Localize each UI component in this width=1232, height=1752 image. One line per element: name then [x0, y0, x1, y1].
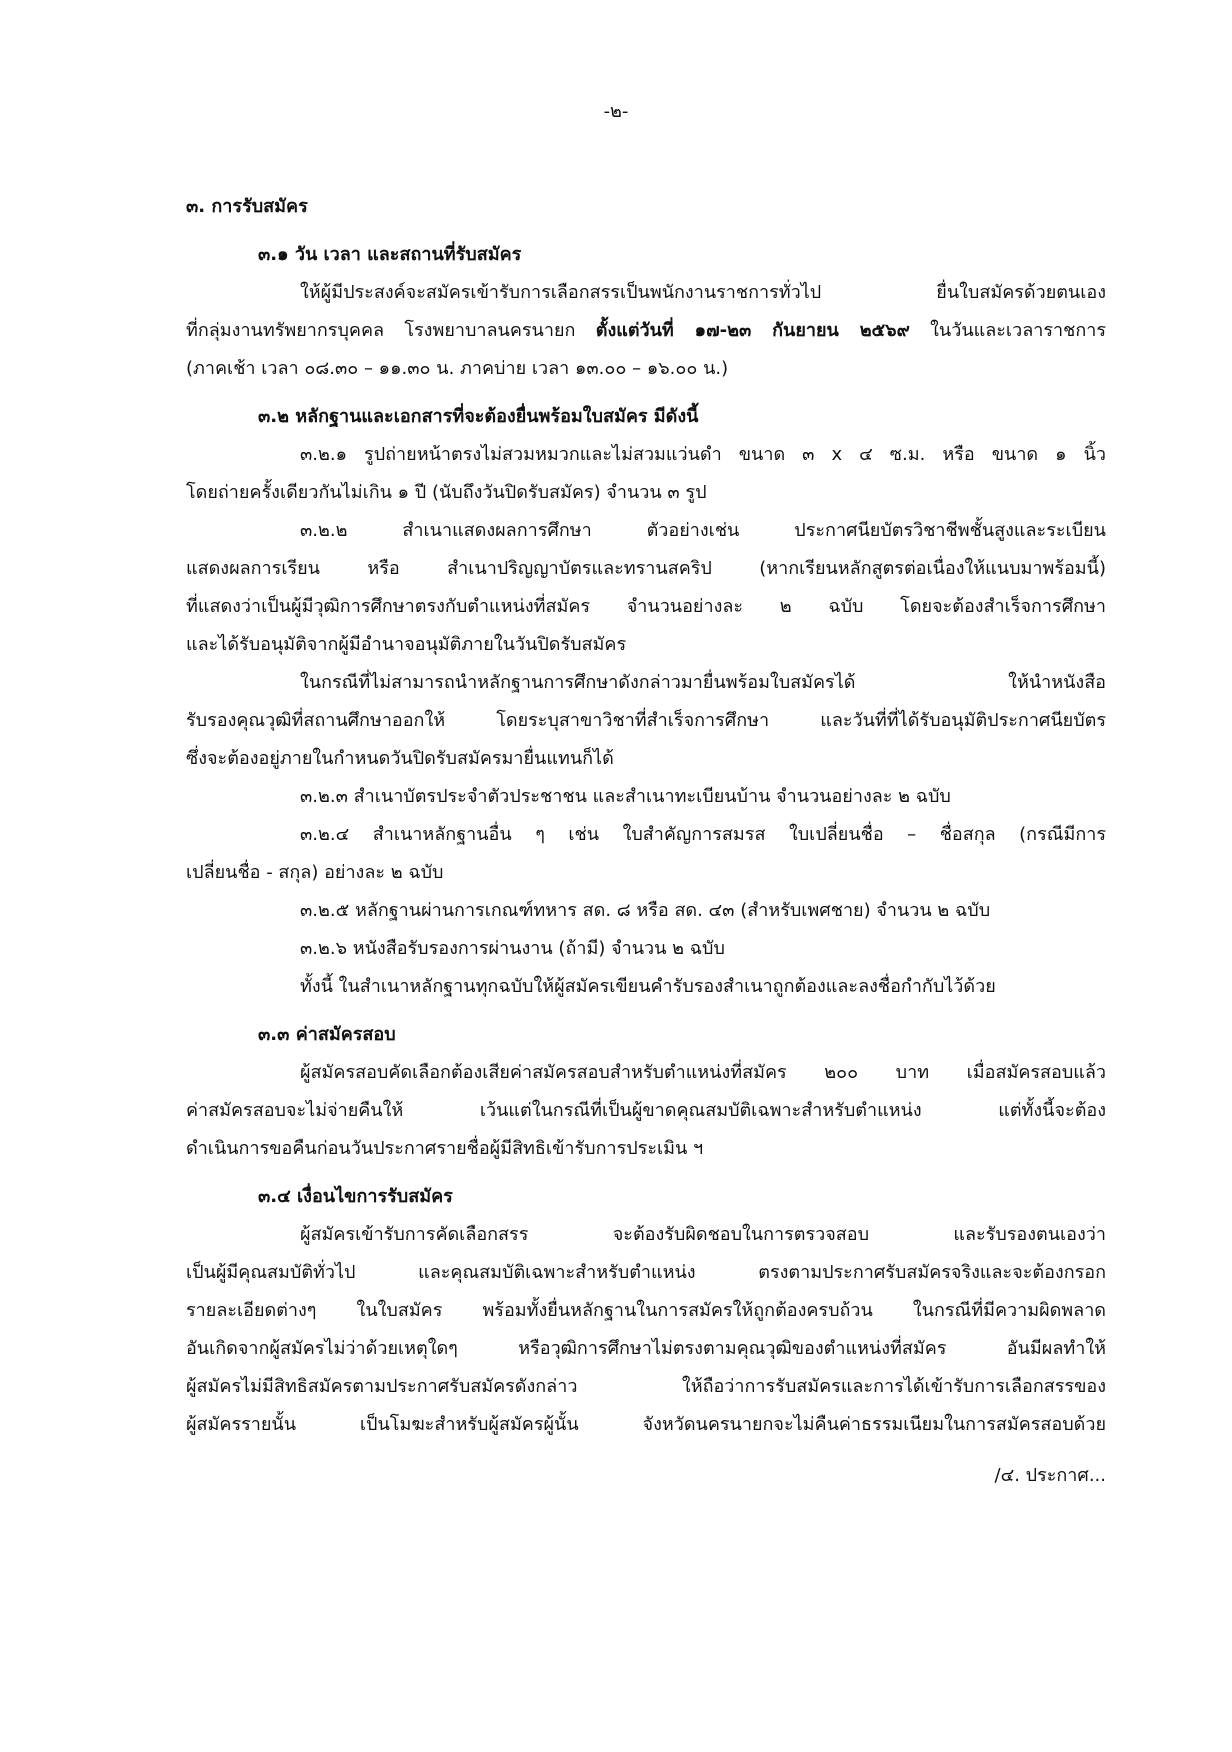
- next-page-reference: /๔. ประกาศ...: [994, 1465, 1106, 1486]
- list-item-continuation: และได้รับอนุมัติจากผู้มีอำนาจอนุมัติภายในวันปิดรับสมัคร: [186, 634, 627, 655]
- paragraph-line: อันเกิดจากผู้สมัครไม่ว่าด้วยเหตุใดๆ หรือวุฒิการศึกษาไม่ตรงตามคุณวุฒิของตำแหน่งที่สมัคร อันมีผลทำให้: [186, 1338, 1106, 1359]
- paragraph-line: ให้ผู้มีประสงค์จะสมัครเข้ารับการเลือกสรรเป็นพนักงานราชการทั่วไป ยื่นใบสมัครด้วยตนเอง: [300, 282, 1106, 303]
- paragraph-line: รับรองคุณวุฒิที่สถานศึกษาออกให้ โดยระบุสาขาวิชาที่สำเร็จการศึกษา และวันที่ที่ได้รับอนุมัติประกาศนียบัตร: [186, 710, 1106, 731]
- paragraph-line: ผู้สมัครสอบคัดเลือกต้องเสียค่าสมัครสอบสำหรับตำแหน่งที่สมัคร ๒๐๐ บาท เมื่อสมัครสอบแล้ว: [300, 1062, 1106, 1083]
- paragraph-line: ดำเนินการขอคืนก่อนวันประกาศรายชื่อผู้มีสิทธิเข้ารับการประเมิน ฯ: [186, 1138, 704, 1159]
- list-item: ๓.๒.๕ หลักฐานผ่านการเกณฑ์ทหาร สด. ๘ หรือ สด. ๔๓ (สำหรับเพศชาย) จำนวน ๒ ฉบับ: [300, 900, 991, 921]
- paragraph-line: [186, 312, 1106, 350]
- section-3-2-heading: ๓.๒ หลักฐานและเอกสารที่จะต้องยื่นพร้อมใบสมัคร มีดังนี้: [258, 406, 699, 427]
- location-text: ที่กลุ่มงานทรัพยากรบุคคล โรงพยาบาลนครนายก: [186, 320, 576, 341]
- list-item-continuation: เปลี่ยนชื่อ - สกุล) อย่างละ ๒ ฉบับ: [186, 862, 444, 883]
- list-item: ๓.๒.๓ สำเนาบัตรประจำตัวประชาชน และสำเนาทะเบียนบ้าน จำนวนอย่างละ ๒ ฉบับ: [300, 786, 951, 807]
- office-hours-text: ในวันและเวลาราชการ: [930, 320, 1106, 341]
- list-item: ๓.๒.๖ หนังสือรับรองการผ่านงาน (ถ้ามี) จำนวน ๒ ฉบับ: [300, 938, 725, 959]
- list-item-continuation: แสดงผลการเรียน หรือ สำเนาปริญญาบัตรและทรานสคริป (หากเรียนหลักสูตรต่อเนื่องให้แนบมาพร้อมนี้): [186, 558, 1106, 579]
- list-item-continuation: โดยถ่ายครั้งเดียวกันไม่เกิน ๑ ปี (นับถึงวันปิดรับสมัคร) จำนวน ๓ รูป: [186, 482, 707, 503]
- list-item: ๓.๒.๒ สำเนาแสดงผลการศึกษา ตัวอย่างเช่น ประกาศนียบัตรวิชาชีพชั้นสูงและระเบียน: [300, 520, 1106, 541]
- paragraph-line: รายละเอียดต่างๆ ในใบสมัคร พร้อมทั้งยื่นหลักฐานในการสมัครให้ถูกต้องครบถ้วน ในกรณีที่มีความผิดพลาด: [186, 1300, 1106, 1321]
- paragraph-line: ค่าสมัครสอบจะไม่จ่ายคืนให้ เว้นแต่ในกรณีที่เป็นผู้ขาดคุณสมบัติเฉพาะสำหรับตำแหน่ง แต่ทั้งนี้จะต้อง: [186, 1100, 1106, 1121]
- list-item-continuation: ที่แสดงว่าเป็นผู้มีวุฒิการศึกษาตรงกับตำแหน่งที่สมัคร จำนวนอย่างละ ๒ ฉบับ โดยจะต้องสำเร็จการศึกษา: [186, 596, 1106, 617]
- note-line: ทั้งนี้ ในสำเนาหลักฐานทุกฉบับให้ผู้สมัครเขียนคำรับรองสำเนาถูกต้องและลงชื่อกำกับไว้ด้วย: [300, 976, 996, 997]
- section-3-3-heading: ๓.๓ ค่าสมัครสอบ: [258, 1024, 396, 1045]
- section-3-heading: ๓. การรับสมัคร: [186, 196, 308, 217]
- paragraph-line: ผู้สมัครรายนั้น เป็นโมฆะสำหรับผู้สมัครผู้นั้น จังหวัดนครนายกจะไม่คืนค่าธรรมเนียมในการสมัครสอบด้วย: [186, 1414, 1106, 1435]
- paragraph-line: เป็นผู้มีคุณสมบัติทั่วไป และคุณสมบัติเฉพาะสำหรับตำแหน่ง ตรงตามประกาศรับสมัครจริงและจะต้องกรอก: [186, 1262, 1106, 1283]
- list-item: ๓.๒.๑ รูปถ่ายหน้าตรงไม่สวมหมวกและไม่สวมแว่นดำ ขนาด ๓ x ๔ ซ.ม. หรือ ขนาด ๑ นิ้ว: [300, 444, 1106, 465]
- list-item: ๓.๒.๔ สำเนาหลักฐานอื่น ๆ เช่น ใบสำคัญการสมรส ใบเปลี่ยนชื่อ – ชื่อสกุล (กรณีมีการ: [300, 824, 1106, 845]
- paragraph-line: ผู้สมัครไม่มีสิทธิสมัครตามประกาศรับสมัครดังกล่าว ให้ถือว่าการรับสมัครและการได้เข้ารับการเลือกสรรของ: [186, 1376, 1106, 1397]
- paragraph-line: ซึ่งจะต้องอยู่ภายในกำหนดวันปิดรับสมัครมายื่นแทนก็ได้: [186, 748, 614, 769]
- page-number: -๒-: [603, 101, 629, 122]
- section-3-4-heading: ๓.๔ เงื่อนไขการรับสมัคร: [258, 1186, 453, 1207]
- section-3-1-heading: ๓.๑ วัน เวลา และสถานที่รับสมัคร: [258, 244, 522, 265]
- paragraph-line: ผู้สมัครเข้ารับการคัดเลือกสรร จะต้องรับผิดชอบในการตรวจสอบ และรับรองตนเองว่า: [300, 1224, 1106, 1245]
- paragraph-line: (ภาคเช้า เวลา ๐๘.๓๐ – ๑๑.๓๐ น. ภาคบ่าย เวลา ๑๓.๐๐ – ๑๖.๐๐ น.): [186, 358, 729, 379]
- application-date-range: ตั้งแต่วันที่ ๑๗-๒๓ กันยายน ๒๕๖๙: [595, 320, 910, 341]
- document-body: [186, 188, 1106, 1444]
- paragraph-line: ในกรณีที่ไม่สามารถนำหลักฐานการศึกษาดังกล่าวมายื่นพร้อมใบสมัครได้ ให้นำหนังสือ: [300, 672, 1106, 693]
